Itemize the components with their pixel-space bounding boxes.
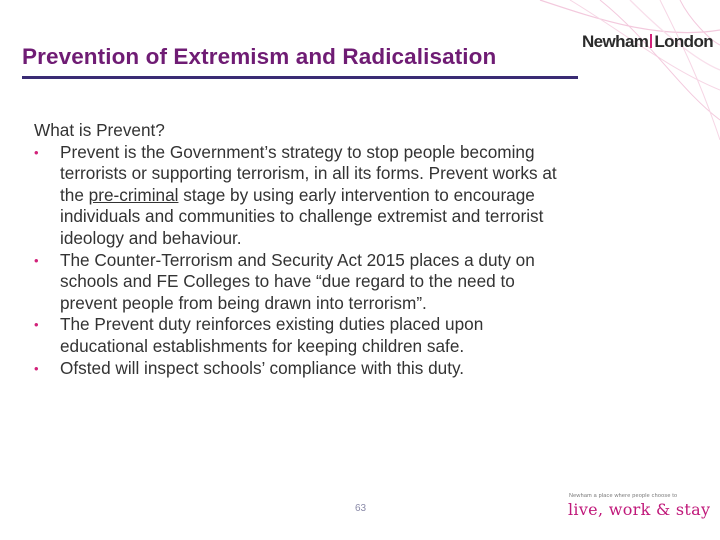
bullet-text: Ofsted will inspect schools’ compliance with this duty. <box>60 357 465 378</box>
bullet-text-part: Prevent is the Government’s strategy to stop people becoming terrorists or supporting terrorism, in all its forms. Prevent works at the <box>60 141 557 205</box>
slide-body <box>34 120 574 379</box>
page-number: 63 <box>355 503 367 514</box>
bullet-item-3 <box>34 314 574 357</box>
bullet-item-4 <box>34 358 574 380</box>
footer-tagline-small: Newham a place where people choose to <box>569 493 678 499</box>
bullet-list <box>34 142 574 380</box>
logo-text-newham: Newham <box>582 32 649 51</box>
bullet-marker: • <box>34 317 39 333</box>
slide-title: Prevention of Extremism and Radicalisation <box>22 44 497 69</box>
bullet-item-2 <box>34 250 574 315</box>
logo-text-london: London <box>654 32 714 51</box>
bullet-item-1 <box>34 142 574 250</box>
logo-separator <box>650 34 652 48</box>
bullet-text: The Prevent duty reinforces existing duties placed upon educational establishments for keeping children safe. <box>60 314 484 356</box>
bullet-marker: • <box>34 144 39 160</box>
bullet-text-part: stage by using early intervention to encourage individuals and communities to challenge extremist and terrorist ideology and behaviour. <box>60 184 544 248</box>
underlined-term: pre-criminal <box>88 184 179 205</box>
decorative-ribbon-graphic <box>420 0 720 140</box>
bullet-marker: • <box>34 360 39 376</box>
bullet-text: The Counter-Terrorism and Security Act 2015 places a duty on schools and FE Colleges to have “due regard to the need to prevent people from being drawn into terrorism”. <box>60 249 535 313</box>
bullet-marker: • <box>34 252 39 268</box>
footer-tagline: live, work & stay <box>568 500 711 519</box>
body-heading: What is Prevent? <box>34 120 165 140</box>
newham-london-logo <box>582 32 713 52</box>
title-underline-rule <box>22 76 578 79</box>
